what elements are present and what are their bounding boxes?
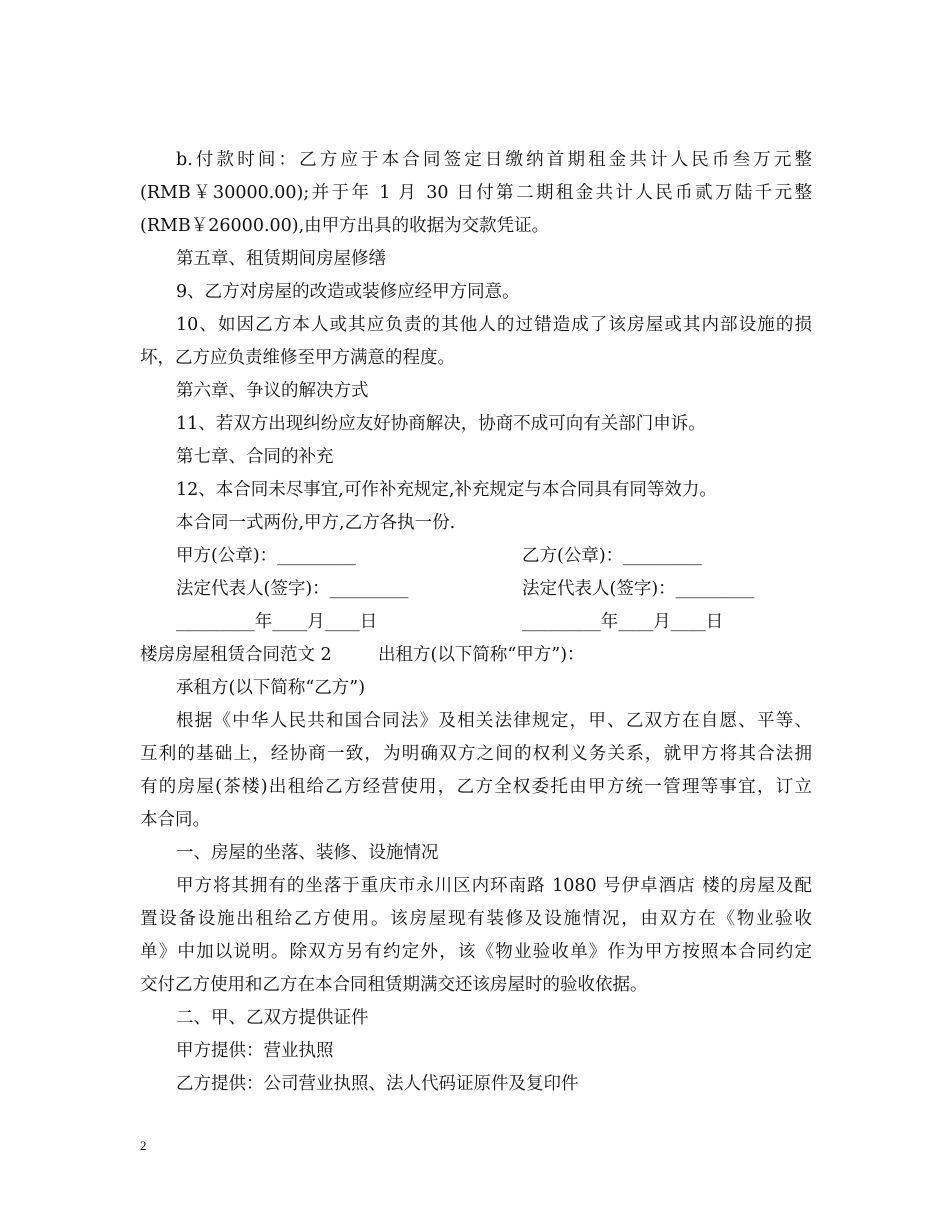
party-a-representative-field: 法定代表人(签字)：_________ xyxy=(176,579,409,599)
paragraph-line: 甲方提供：营业执照 xyxy=(176,1041,334,1061)
payment-time-line: b.付款时间：乙方应于本合同签定日缴纳首期租金共计人民币叁万元整 xyxy=(176,150,812,170)
paragraph-line: 单》中加以说明。除双方另有约定外，该《物业验收单》作为甲方按照本合同约定 xyxy=(140,942,812,962)
section-heading: 一、房屋的坐落、装修、设施情况 xyxy=(176,843,439,863)
paragraph-line: 互利的基础上，经协商一致，为明确双方之间的权利义务关系，就甲方将其合法拥 xyxy=(140,744,812,764)
clause-line: 10、如因乙方本人或其应负责的其他人的过错造成了该房屋或其内部设施的损 xyxy=(176,315,812,335)
paragraph-line: (RMB￥30000.00);并于年 1 月 30 日付第二期租金共计人民币贰万陆千元整 xyxy=(140,183,812,203)
document-title: 楼房房屋租赁合同范文 2 xyxy=(140,645,332,665)
clause-line: 12、本合同未尽事宜,可作补充规定,补充规定与本合同具有同等效力。 xyxy=(176,480,717,500)
section-heading: 二、甲、乙双方提供证件 xyxy=(176,1008,369,1028)
party-a-date-field: _________年____月____日 xyxy=(176,612,378,632)
party-a-seal-field: 甲方(公章)：_________ xyxy=(176,546,356,566)
paragraph-line: 乙方提供：公司营业执照、法人代码证原件及复印件 xyxy=(176,1074,579,1094)
clause-line: 9、乙方对房屋的改造或装修应经甲方同意。 xyxy=(176,282,520,302)
clause-line: 本合同一式两份,甲方,乙方各执一份. xyxy=(176,513,456,533)
page-number: 2 xyxy=(140,1138,147,1153)
lessee-line: 承租方(以下简称“乙方”) xyxy=(176,678,366,698)
lessor-line: 出租方(以下简称“甲方”)： xyxy=(378,645,585,665)
chapter-heading: 第六章、争议的解决方式 xyxy=(176,381,369,401)
clause-line: 11、若双方出现纠纷应友好协商解决，协商不成可向有关部门申诉。 xyxy=(176,414,706,434)
party-b-date-field: _________年____月____日 xyxy=(522,612,724,632)
paragraph-line: (RMB￥26000.00),由甲方出具的收据为交款凭证。 xyxy=(140,216,550,236)
chapter-heading: 第七章、合同的补充 xyxy=(176,447,334,467)
paragraph-line: 坏，乙方应负责维修至甲方满意的程度。 xyxy=(140,348,455,368)
paragraph-line: 有的房屋(茶楼)出租给乙方经营使用，乙方全权委托由甲方统一管理等事宜，订立 xyxy=(140,777,812,797)
paragraph-line: 甲方将其拥有的坐落于重庆市永川区内环南路 1080 号伊卓酒店 楼的房屋及配 xyxy=(176,876,812,896)
chapter-heading: 第五章、租赁期间房屋修缮 xyxy=(176,249,386,269)
paragraph-line: 置设备设施出租给乙方使用。该房屋现有装修及设施情况，由双方在《物业验收 xyxy=(140,909,812,929)
paragraph-line: 根据《中华人民共和国合同法》及相关法律规定，甲、乙双方在自愿、平等、 xyxy=(176,711,812,731)
paragraph-line: 本合同。 xyxy=(140,810,210,830)
party-b-representative-field: 法定代表人(签字)：_________ xyxy=(522,579,755,599)
paragraph-line: 交付乙方使用和乙方在本合同租赁期满交还该房屋时的验收依据。 xyxy=(140,975,648,995)
party-b-seal-field: 乙方(公章)：_________ xyxy=(522,546,702,566)
